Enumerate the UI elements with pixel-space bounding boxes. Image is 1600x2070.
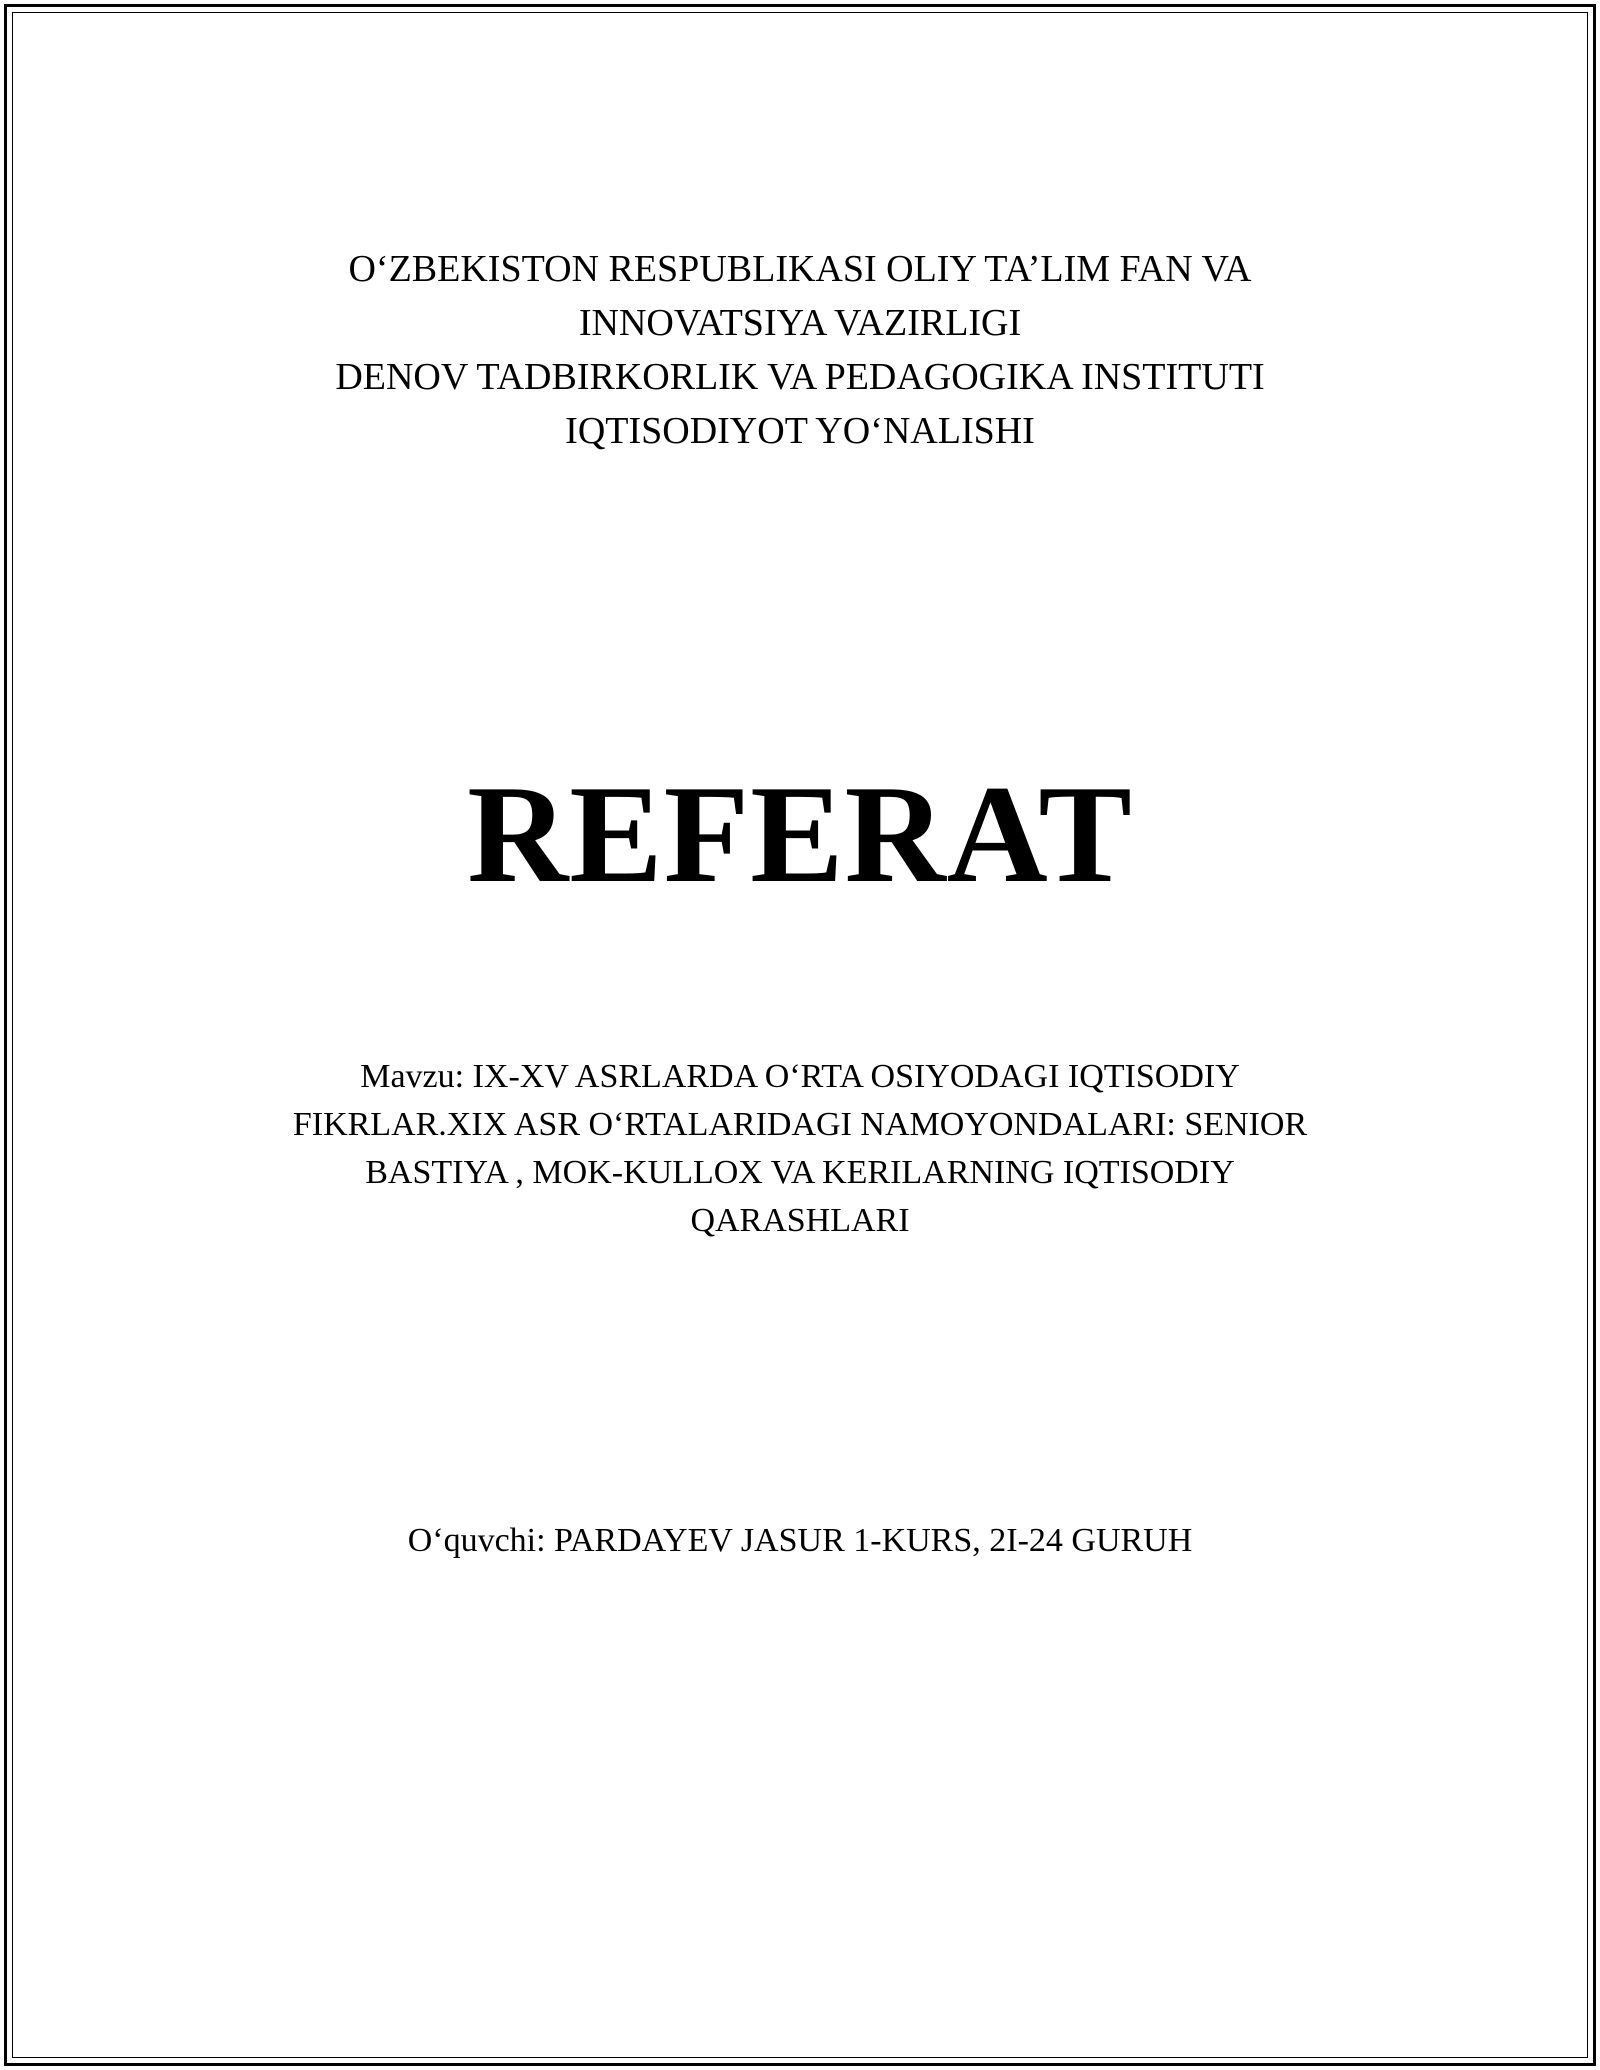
topic-line: Mavzu: IX-XV ASRLARDA O‘RTA OSIYODAGI IQTISODIY [360,1058,1240,1095]
student-info: O‘quvchi: PARDAYEV JASUR 1-KURS, 2I-24 GURUH [407,1522,1193,1559]
institution-header [0,242,1600,458]
header-line: INNOVATSIYA VAZIRLIGI [578,302,1022,344]
topic-line: FIKRLAR.XIX ASR O‘RTALARIDAGI NAMOYONDALARI: SENIOR [292,1106,1308,1143]
topic-line: QARASHLARI [690,1202,910,1239]
topic-line: BASTIYA , MOK-KULLOX VA KERILARNING IQTISODIY [365,1154,1235,1191]
header-line: IQTISODIYOT YO‘NALISHI [565,410,1035,452]
header-line: O‘ZBEKISTON RESPUBLIKASI OLIY TA’LIM FAN VA [348,248,1252,290]
topic-block [0,1053,1600,1245]
header-line: DENOV TADBIRKORLIK VA PEDAGOGIKA INSTITUTI [335,356,1265,398]
document-title: REFERAT [467,757,1133,912]
